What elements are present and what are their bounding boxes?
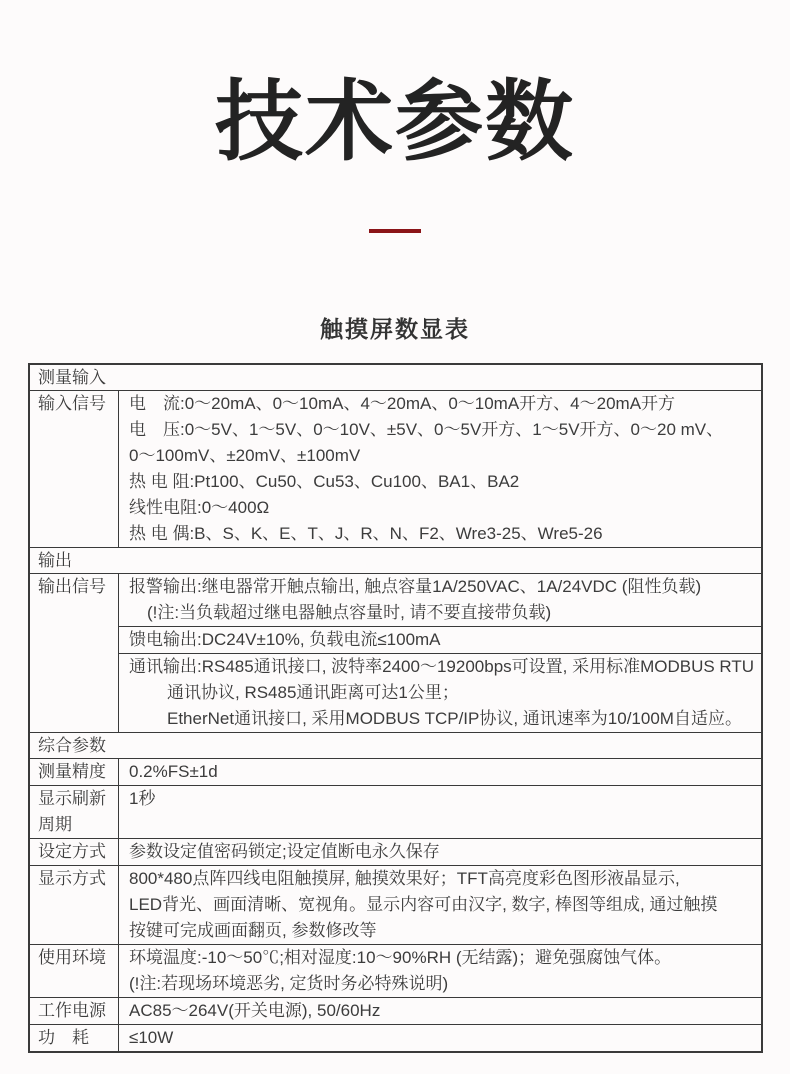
row-setting-mode	[30, 838, 761, 865]
value-line-power-supply: AC85～264V(开关电源), 50/60Hz	[129, 1001, 381, 1020]
section-row-output: 输出	[30, 547, 761, 573]
section-row-measure-input: 测量输入	[38, 368, 106, 387]
row-label-display-mode: 显示方式	[30, 866, 119, 944]
subrow-feed-output	[119, 626, 761, 653]
value-line-accuracy: 0.2%FS±1d	[129, 762, 218, 781]
value-line-setting-mode: 参数设定值密码锁定;设定值断电永久保存	[129, 842, 440, 861]
row-label-output-signal: 输出信号	[30, 574, 119, 732]
row-label-environment: 使用环境	[30, 945, 119, 997]
value-line-refresh-cycle: 1秒	[129, 789, 156, 808]
row-value-refresh-cycle	[119, 786, 761, 838]
value-line-power-consumption: ≤10W	[129, 1028, 174, 1047]
row-power-supply	[30, 997, 761, 1024]
value-line-display-1: 800*480点阵四线电阻触摸屏, 触摸效果好；TFT高亮度彩色图形液晶显示,	[129, 869, 680, 888]
row-label-power-supply: 工作电源	[30, 998, 119, 1024]
row-output-signal	[30, 573, 761, 732]
row-label-setting-mode: 设定方式	[30, 839, 119, 865]
value-line-feed: 馈电输出:DC24V±10%, 负载电流≤100mA	[129, 630, 441, 649]
value-line-alarm: 报警输出:继电器常开触点输出, 触点容量1A/250VAC、1A/24VDC (阻性负载)	[129, 577, 702, 596]
row-value-output-signal	[119, 574, 761, 732]
row-value-input-signal	[119, 391, 761, 547]
section-row-general-params: 综合参数	[30, 732, 761, 758]
spec-table	[28, 363, 763, 1053]
row-refresh-cycle	[30, 785, 761, 838]
row-input-signal	[30, 390, 761, 547]
row-label-accuracy: 测量精度	[30, 759, 119, 785]
product-subtitle: 触摸屏数显表	[320, 316, 470, 342]
subrow-alarm-output	[119, 574, 761, 626]
value-line-comm-rs485: 通讯输出:RS485通讯接口, 波特率2400～19200bps可设置, 采用标准MODBUS RTU	[129, 657, 755, 676]
value-line-display-3: 按键可完成画面翻页, 参数修改等	[129, 921, 377, 940]
row-value-power-consumption	[119, 1025, 761, 1051]
row-value-power-supply	[119, 998, 761, 1024]
page-title: 技术参数	[214, 72, 575, 171]
row-environment	[30, 944, 761, 997]
value-line-alarm-note: (!注:当负载超过继电器触点容量时, 请不要直接带负载)	[147, 603, 552, 622]
value-line-linear-resistance: 线性电阻:0～400Ω	[129, 498, 270, 517]
row-label-input-signal: 输入信号	[30, 391, 119, 547]
value-line-environment: 环境温度:-10～50℃;相对湿度:10～90%RH (无结露)；避免强腐蚀气体。	[129, 948, 672, 967]
value-line-voltage: 电 压:0～5V、1～5V、0～10V、±5V、0～5V开方、1～5V开方、0～20 mV、	[129, 420, 724, 439]
accent-divider	[369, 229, 421, 233]
value-line-comm-protocol: 通讯协议, RS485通讯距离可达1公里；	[167, 683, 459, 702]
value-line-comm-ethernet: EtherNet通讯接口, 采用MODBUS TCP/IP协议, 通讯速率为10/100M自适应。	[167, 709, 742, 728]
row-value-environment	[119, 945, 761, 997]
row-display-mode	[30, 865, 761, 944]
row-value-setting-mode	[119, 839, 761, 865]
row-label-refresh-cycle: 显示刷新周期	[30, 786, 119, 838]
row-power-consumption	[30, 1024, 761, 1051]
row-label-power-consumption: 功 耗	[30, 1025, 119, 1051]
row-accuracy	[30, 758, 761, 785]
value-line-environment-note: (!注:若现场环境恶劣, 定货时务必特殊说明)	[129, 974, 449, 993]
subrow-comm-output	[119, 653, 761, 732]
value-line-display-2: LED背光、画面清晰、宽视角。显示内容可由汉字, 数字, 棒图等组成, 通过触摸	[129, 895, 718, 914]
value-line-rtd: 热 电 阻:Pt100、Cu50、Cu53、Cu100、BA1、BA2	[129, 472, 520, 491]
value-line-current: 电 流:0～20mA、0～10mA、4～20mA、0～10mA开方、4～20mA开方	[129, 394, 676, 413]
value-line-thermocouple: 热 电 偶:B、S、K、E、T、J、R、N、F2、Wre3-25、Wre5-26	[129, 524, 603, 543]
row-value-accuracy	[119, 759, 761, 785]
row-value-display-mode	[119, 866, 761, 944]
value-line-voltage-cont: 0～100mV、±20mV、±100mV	[129, 446, 361, 465]
